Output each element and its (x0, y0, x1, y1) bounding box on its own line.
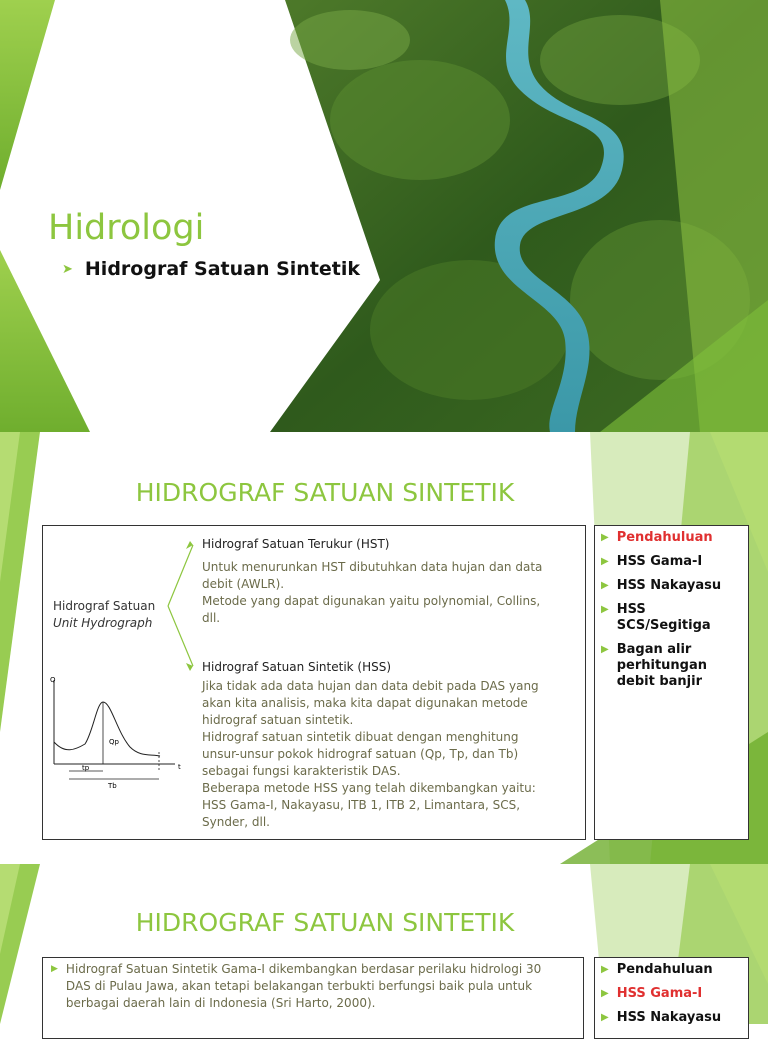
tp-label: tp (82, 764, 90, 772)
hss-description (202, 678, 539, 831)
arrow-bullet-icon: ➤ (62, 261, 73, 277)
hss-line: Jika tidak ada data hujan dan data debit pada DAS yang (202, 679, 539, 693)
gama-line: berbagai daerah lain di Indonesia (Sri Harto, 2000). (65, 996, 376, 1010)
hss-line: hidrograf satuan sintetik. (202, 713, 354, 727)
bullet-icon: ▶ (51, 964, 58, 974)
hst-line: debit (AWLR). (202, 577, 285, 591)
slide1-subtitle (62, 258, 360, 280)
hss-line: Beberapa metode HSS yang telah dikembangkan yaitu: (202, 781, 536, 795)
hss-line: Hidrograf satuan sintetik dibuat dengan menghitung (202, 730, 519, 744)
slide-title (0, 0, 768, 432)
gama-line: Hidrograf Satuan Sintetik Gama-I dikembangkan berdasar perilaku hidrologi 30 (65, 962, 542, 976)
bullet-icon: ▶ (601, 532, 609, 543)
bullet-icon: ▶ (601, 604, 609, 615)
hss-label: Hidrograf Satuan Sintetik (HSS) (202, 660, 392, 674)
slide2-title: HIDROGRAF SATUAN SINTETIK (135, 478, 515, 507)
side-menu-item[interactable]: ▶ HSS SCS/Segitiga (601, 602, 711, 633)
slide1-title: Hidrologi (48, 208, 205, 248)
hydrograph-sketch (45, 672, 185, 792)
bullet-icon: ▶ (601, 644, 609, 655)
slide3-title: HIDROGRAF SATUAN SINTETIK (135, 908, 515, 937)
side-menu-item[interactable]: ▶ Pendahuluan (601, 530, 713, 545)
side-menu (594, 957, 749, 1039)
q-axis-label: Q (50, 676, 56, 684)
hst-line: Untuk menurunkan HST dibutuhkan data hujan dan data (202, 560, 543, 574)
bullet-icon: ▶ (601, 556, 609, 567)
gama-line: DAS di Pulau Jawa, akan tetapi belakangan terbukti berfungsi baik pula untuk (65, 979, 533, 993)
bullet-icon: ▶ (601, 964, 609, 975)
side-menu-item[interactable]: ▶ HSS Gama-I (601, 986, 703, 1001)
hst-label: Hidrograf Satuan Terukur (HST) (202, 537, 390, 551)
hst-line: dll. (202, 611, 221, 625)
hst-description (202, 559, 542, 627)
side-menu-item[interactable]: ▶ HSS Gama-I (601, 554, 703, 569)
hss-line: sebagai fungsi karakteristik DAS. (202, 764, 401, 778)
hss-line: akan kita analisis, maka kita dapat digunakan metode (202, 696, 528, 710)
side-menu-item[interactable]: ▶ HSS Nakayasu (601, 578, 722, 593)
hss-line: Synder, dll. (202, 815, 270, 829)
t-axis-label: t (178, 763, 181, 771)
hss-line: HSS Gama-I, Nakayasu, ITB 1, ITB 2, Limantara, SCS, (202, 798, 521, 812)
root-label-english: Unit Hydrograph (53, 616, 153, 630)
side-menu-item[interactable]: ▶ HSS Nakayasu (601, 1010, 722, 1025)
root-label: Hidrograf Satuan (53, 599, 156, 613)
side-menu (594, 525, 749, 840)
slide1-subtitle-text: Hidrograf Satuan Sintetik (84, 258, 361, 280)
bullet-icon: ▶ (601, 988, 609, 999)
bullet-icon: ▶ (601, 580, 609, 591)
side-menu-item[interactable]: ▶ Bagan alir perhitungan debit banjir (601, 642, 708, 689)
side-menu-item[interactable]: ▶ Pendahuluan (601, 962, 713, 977)
qp-label: Qp (109, 738, 119, 746)
gama-content-box (42, 957, 584, 1039)
bullet-icon: ▶ (601, 1012, 609, 1023)
hss-line: unsur-unsur pokok hidrograf satuan (Qp, Tp, dan Tb) (202, 747, 519, 761)
tb-label: Tb (108, 782, 117, 790)
hst-line: Metode yang dapat digunakan yaitu polynomial, Collins, (202, 594, 541, 608)
